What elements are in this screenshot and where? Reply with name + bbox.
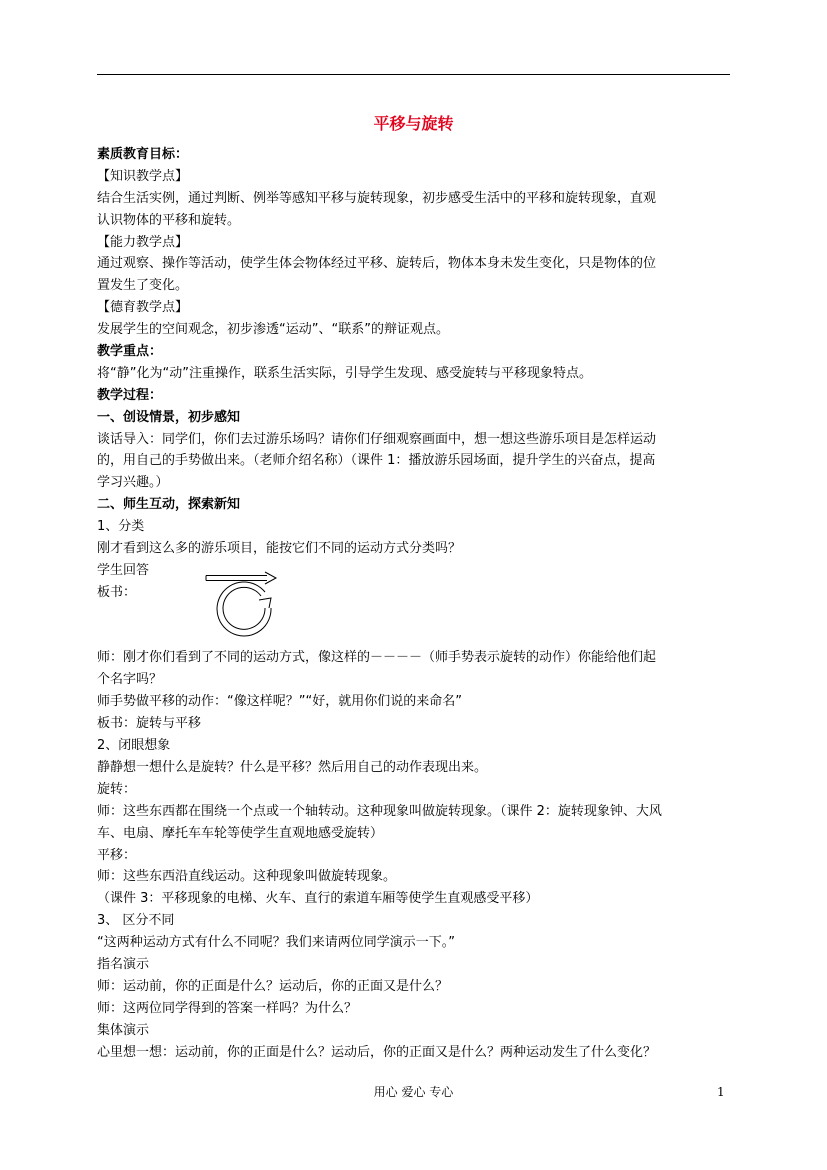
body-line: 【知识教学点】 [97,168,189,184]
body-line: 的，用自己的手势做出来。（老师介绍名称）（课件 1：播放游乐园场面，提升学生的兴奋点，提高 [97,453,656,469]
document-title: 平移与旋转 [373,114,454,133]
header-rule [97,74,730,75]
body-line: 【能力教学点】 [97,234,189,250]
document-body [97,144,731,1063]
translation-rotation-diagram [205,570,285,640]
body-line [97,604,731,626]
body-line [97,626,731,648]
body-line: 3、 区分不同 [97,913,175,929]
body-line: 师手势做平移的动作：“像这样呢？”“好，就用你们说的来命名” [97,694,462,710]
body-line: 板书： [97,584,137,600]
body-line: 师：这两位同学得到的答案一样吗？为什么？ [97,1000,358,1016]
body-line: 板书：旋转与平移 [97,716,202,732]
body-line: 置发生了变化。 [97,278,189,294]
body-line: 心里想一想：运动前，你的正面是什么？运动后，你的正面又是什么？两种运动发生了什么变化？ [97,1044,657,1060]
body-line: 师：这些东西沿直线运动。这种现象叫做旋转现象。 [97,869,397,885]
section-heading: 一、创设情景，初步感知 [97,409,241,425]
body-line: 刚才看到这么多的游乐项目，能按它们不同的运动方式分类吗？ [97,541,462,557]
body-line: “这两种运动方式有什么不同呢？我们来请两位同学演示一下。” [97,935,455,951]
body-line: 师：刚才你们看到了不同的运动方式，像这样的－－－－（师手势表示旋转的动作）你能给他们起 [97,650,657,666]
body-line: 谈话导入：同学们，你们去过游乐场吗？请你们仔细观察画面中，想一想这些游乐项目是怎样运动 [97,431,657,447]
page-footer: 用心 爱心 专心 [373,1085,454,1099]
section-heading: 教学重点： [97,344,163,360]
rotation-arrow-icon [217,582,271,636]
section-heading: 教学过程： [97,387,163,403]
body-line: 【德育教学点】 [97,300,189,316]
section-heading: 素质教育目标： [97,147,189,162]
body-line: 认识物体的平移和旋转。 [97,212,241,228]
body-line: 2、闭眼想象 [97,738,171,754]
body-line: 旋转： [97,781,137,797]
body-line: 师：这些东西都在围绕一个点或一个轴转动。这种现象叫做旋转现象。（课件 2：旋转现象钟、大风 [97,803,662,819]
body-line: 师：运动前，你的正面是什么？运动后，你的正面又是什么？ [97,978,449,994]
body-line: 学习兴趣。） [97,475,169,491]
body-line: 将“静”化为“动”注重操作，联系生活实际，引导学生发现、感受旋转与平移现象特点。 [97,365,592,381]
body-line: 1、分类 [97,519,145,535]
body-line: 集体演示 [97,1022,150,1038]
section-heading: 二、师生互动，探索新知 [97,497,241,513]
body-line: 指名演示 [97,956,150,972]
body-line: 车、电扇、摩托车车轮等使学生直观地感受旋转） [97,825,384,841]
body-line: 结合生活实例，通过判断、例举等感知平移与旋转现象，初步感受生活中的平移和旋转现象，直观 [97,190,657,206]
page-number: 1 [717,1085,725,1099]
body-line: 通过观察、操作等活动，使学生体会物体经过平移、旋转后，物体本身未发生变化，只是物体的位 [97,256,657,272]
body-line: 发展学生的空间观念，初步渗透“运动”、“联系”的辩证观点。 [97,322,449,338]
body-line: 静静想一想什么是旋转？什么是平移？然后用自己的动作表现出来。 [97,759,488,775]
body-line: 个名字吗？ [97,672,163,688]
body-line: 平移： [97,847,137,863]
body-line: 学生回答 [97,562,150,578]
body-line: （课件 3：平移现象的电梯、火车、直行的索道车厢等使学生直观感受平移） [97,891,539,907]
